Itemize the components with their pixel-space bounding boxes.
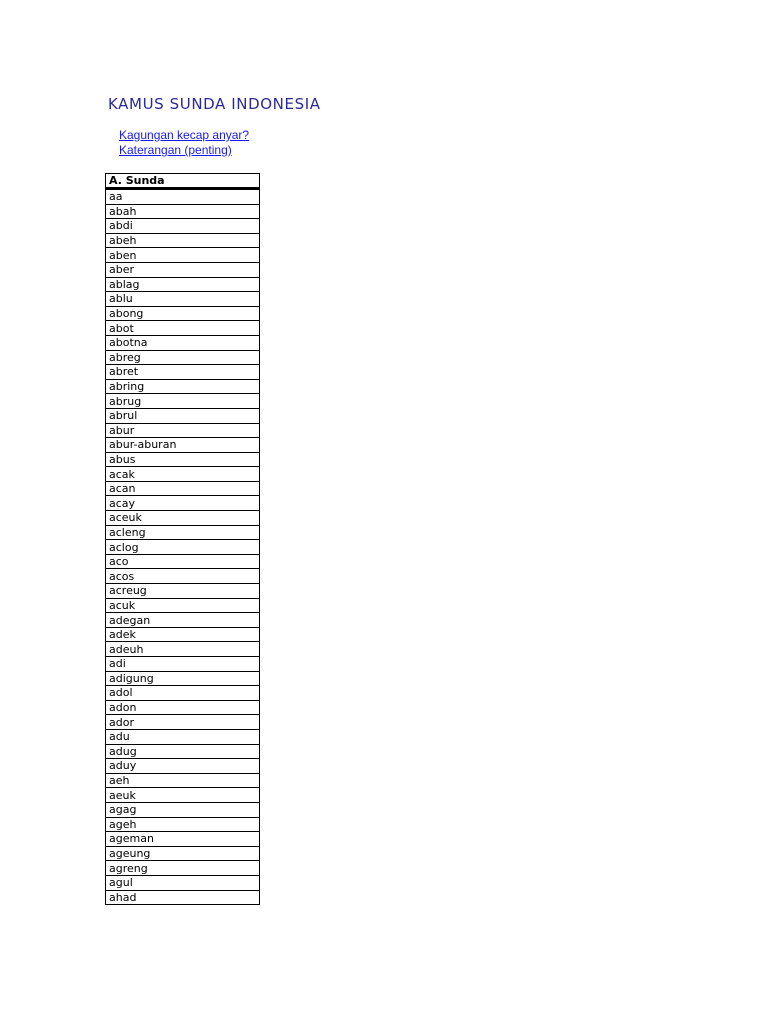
table-row [106, 642, 260, 657]
word-cell: abrug [106, 394, 260, 409]
word-cell: aduy [106, 759, 260, 774]
table-row [106, 350, 260, 365]
word-cell: ahad [106, 890, 260, 905]
table-row [106, 335, 260, 350]
table-row [106, 204, 260, 219]
word-cell: adigung [106, 671, 260, 686]
word-cell: abring [106, 379, 260, 394]
table-row [106, 423, 260, 438]
table-header-row [106, 174, 260, 189]
table-row [106, 554, 260, 569]
word-cell: adon [106, 700, 260, 715]
word-cell: agreng [106, 861, 260, 876]
table-body [106, 189, 260, 905]
word-cell: adeuh [106, 642, 260, 657]
word-cell: abur [106, 423, 260, 438]
word-cell: abreg [106, 350, 260, 365]
table-row [106, 788, 260, 803]
word-cell: aben [106, 248, 260, 263]
table-row [106, 438, 260, 453]
word-cell: adek [106, 627, 260, 642]
word-cell: aclog [106, 540, 260, 555]
word-cell: abeh [106, 233, 260, 248]
word-cell: abret [106, 365, 260, 380]
table-row [106, 189, 260, 205]
table-row [106, 569, 260, 584]
table-row [106, 817, 260, 832]
table-row [106, 379, 260, 394]
links-block [119, 128, 249, 158]
new-words-link[interactable]: Kagungan kecap anyar? [119, 128, 250, 142]
table-row [106, 657, 260, 672]
table-row [106, 277, 260, 292]
title-container [108, 93, 321, 115]
word-cell: ageung [106, 846, 260, 861]
table-row [106, 540, 260, 555]
table-row [106, 861, 260, 876]
table-row [106, 219, 260, 234]
word-cell: adi [106, 657, 260, 672]
word-cell: abdi [106, 219, 260, 234]
word-cell: ablu [106, 292, 260, 307]
word-cell: aber [106, 262, 260, 277]
notes-link[interactable]: Katerangan (penting) [119, 143, 232, 157]
table-row [106, 846, 260, 861]
table-row [106, 744, 260, 759]
word-cell: ablag [106, 277, 260, 292]
table-row [106, 292, 260, 307]
table-row [106, 262, 260, 277]
word-cell: abong [106, 306, 260, 321]
word-cell: abus [106, 452, 260, 467]
word-cell: acreug [106, 584, 260, 599]
word-cell: aeuk [106, 788, 260, 803]
table-row [106, 598, 260, 613]
word-cell: ador [106, 715, 260, 730]
word-cell: ageman [106, 832, 260, 847]
table-row [106, 481, 260, 496]
table-row [106, 321, 260, 336]
word-cell: aeh [106, 773, 260, 788]
table-row [106, 511, 260, 526]
table-row [106, 467, 260, 482]
word-cell: abrul [106, 408, 260, 423]
table-row [106, 832, 260, 847]
table-row [106, 613, 260, 628]
column-header-sunda: A. Sunda [106, 174, 260, 189]
table-row [106, 233, 260, 248]
word-cell: abotna [106, 335, 260, 350]
table-row [106, 773, 260, 788]
table-row [106, 875, 260, 890]
table-row [106, 759, 260, 774]
table-row [106, 496, 260, 511]
table-row [106, 306, 260, 321]
table-row [106, 686, 260, 701]
dictionary-table [105, 173, 260, 905]
word-cell: adegan [106, 613, 260, 628]
table-row [106, 248, 260, 263]
word-cell: adug [106, 744, 260, 759]
word-cell: agul [106, 875, 260, 890]
word-cell: aco [106, 554, 260, 569]
table-row [106, 525, 260, 540]
table-row [106, 365, 260, 380]
word-cell: acan [106, 481, 260, 496]
word-cell: acay [106, 496, 260, 511]
word-cell: abot [106, 321, 260, 336]
table-row [106, 700, 260, 715]
page-title: KAMUS SUNDA INDONESIA [108, 95, 321, 113]
word-cell: abah [106, 204, 260, 219]
word-cell: ageh [106, 817, 260, 832]
table-row [106, 802, 260, 817]
table-row [106, 584, 260, 599]
word-cell: acuk [106, 598, 260, 613]
word-cell: acos [106, 569, 260, 584]
word-cell: aa [106, 189, 260, 205]
word-cell: acleng [106, 525, 260, 540]
table-row [106, 890, 260, 905]
table-row [106, 627, 260, 642]
word-cell: agag [106, 802, 260, 817]
table-row [106, 671, 260, 686]
word-cell: abur-aburan [106, 438, 260, 453]
word-cell: aceuk [106, 511, 260, 526]
word-cell: adol [106, 686, 260, 701]
word-cell: adu [106, 729, 260, 744]
word-cell: acak [106, 467, 260, 482]
table-row [106, 452, 260, 467]
table-row [106, 715, 260, 730]
table-row [106, 729, 260, 744]
table-row [106, 408, 260, 423]
table-row [106, 394, 260, 409]
